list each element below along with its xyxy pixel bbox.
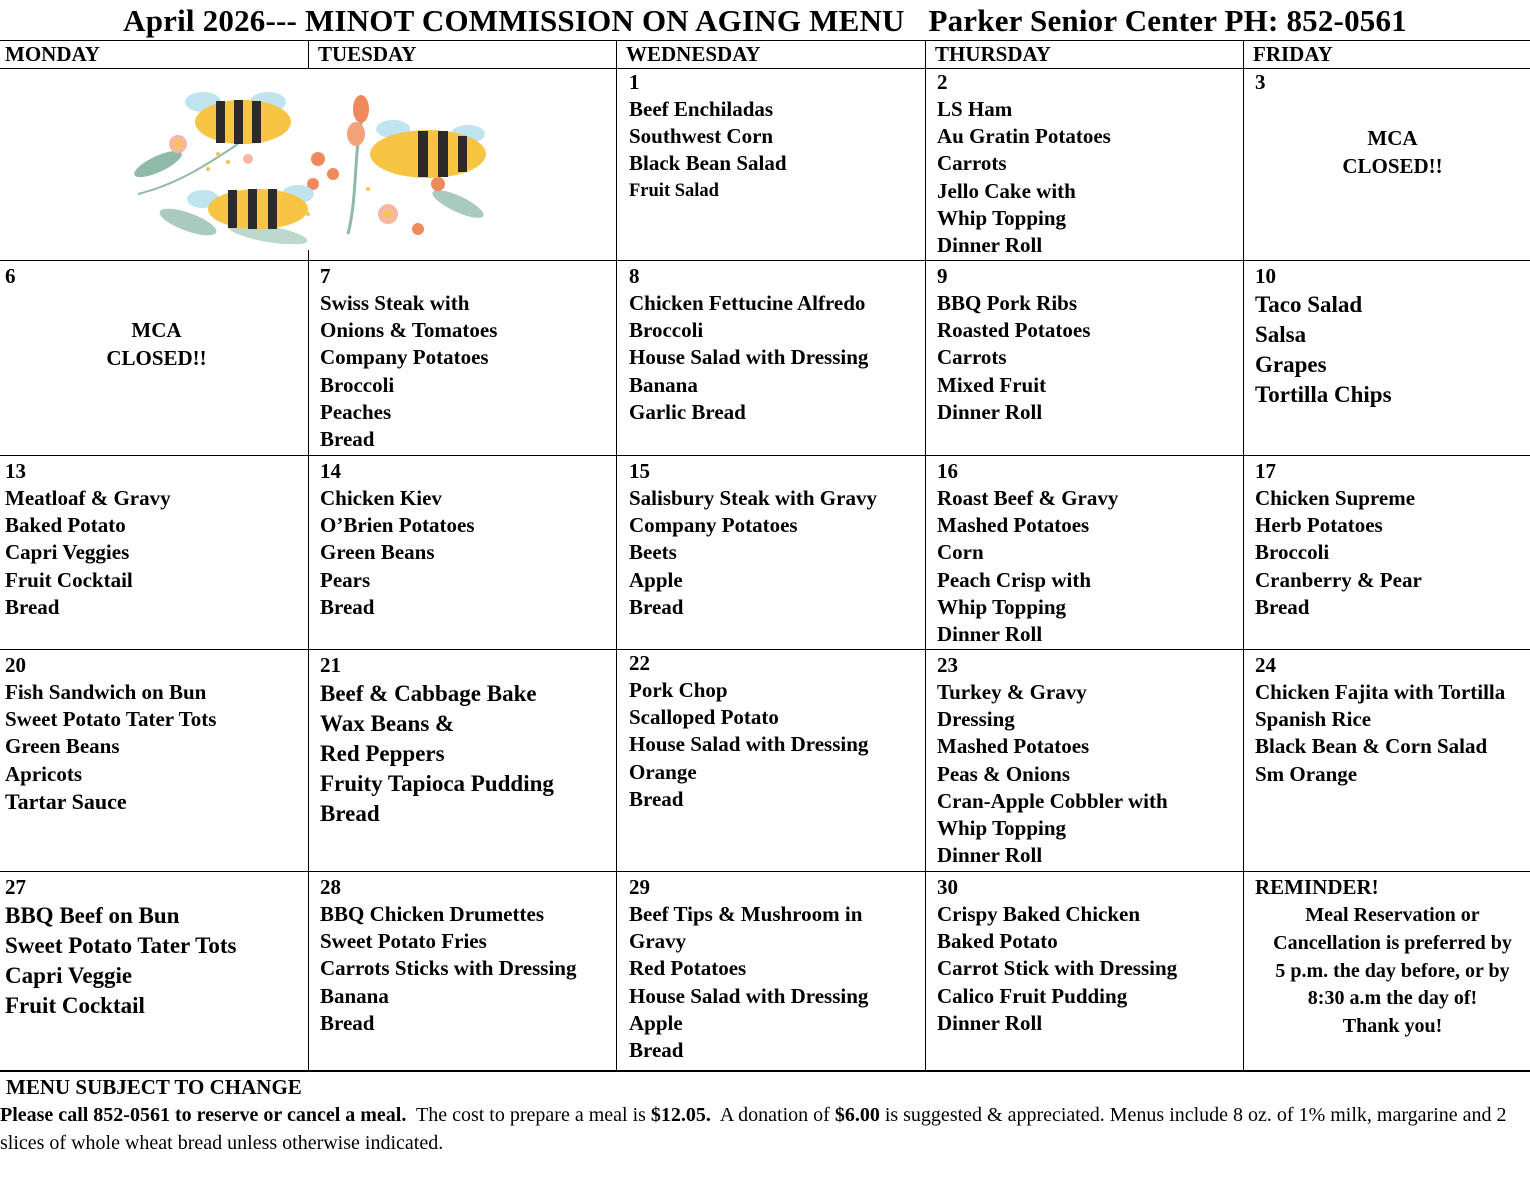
- menu-item: Sweet Potato Tater Tots: [5, 933, 237, 958]
- menu-item: Bread: [320, 427, 375, 452]
- menu-item: Banana: [629, 372, 698, 397]
- header-wednesday: WEDNESDAY: [626, 42, 761, 66]
- day-cell: [932, 872, 1242, 1070]
- footer-paragraph: [0, 1101, 1526, 1157]
- menu-item: Au Gratin Potatoes: [937, 124, 1111, 149]
- menu-item: Dressing: [937, 707, 1015, 732]
- menu-item: Spanish Rice: [1255, 707, 1372, 732]
- menu-item: BBQ Pork Ribs: [937, 291, 1078, 315]
- menu-item: Carrots Sticks with Dressing: [320, 956, 577, 981]
- menu-item: Beef Tips & Mushroom in: [629, 902, 863, 926]
- menu-item: Pears: [320, 567, 371, 592]
- reminder-cell: [1250, 872, 1530, 1070]
- menu-item: Baked Potato: [937, 929, 1058, 954]
- menu-item: Swiss Steak with: [320, 291, 470, 315]
- closed-notice: MCA CLOSED!!: [106, 318, 207, 370]
- page-title: April 2026--- MINOT COMMISSION ON AGING MENU Parker Senior Center PH: 852-0561: [123, 3, 1407, 38]
- header-tuesday: TUESDAY: [318, 42, 417, 66]
- menu-item: Company Potatoes: [629, 513, 798, 538]
- menu-item: Southwest Corn: [629, 124, 774, 149]
- bee-flower-illustration: [118, 84, 508, 244]
- bee-icon: [370, 120, 486, 178]
- day-number: 1: [629, 70, 640, 94]
- day-cell: [0, 872, 308, 1070]
- menu-item: Sweet Potato Fries: [320, 929, 487, 954]
- menu-item: House Salad with Dressing: [629, 983, 869, 1008]
- menu-item: Beef & Cabbage Bake: [320, 681, 537, 706]
- day-number: 28: [320, 875, 341, 899]
- menu-item: Sm Orange: [1255, 761, 1358, 786]
- menu-item: Chicken Kiev: [320, 486, 442, 510]
- menu-item: BBQ Beef on Bun: [5, 903, 180, 928]
- day-number: 23: [937, 653, 958, 677]
- header-thursday: THURSDAY: [935, 42, 1051, 66]
- menu-item: Broccoli: [629, 318, 704, 343]
- menu-note: is suggested & appreciated. Menus include 8 oz. of 1% milk, margarine and 2 slices of whole wheat bread unless otherwise indicated.: [0, 1104, 1507, 1154]
- menu-item: Baked Potato: [5, 513, 126, 538]
- reminder-text: Meal Reservation or Cancellation is preferred by 5 p.m. the day before, or by 8:30 a.m the day of! Thank you!: [1273, 904, 1512, 1038]
- menu-item: Banana: [320, 983, 389, 1008]
- menu-item: Company Potatoes: [320, 345, 489, 370]
- day-number: 9: [937, 264, 948, 288]
- day-cell: [315, 261, 615, 455]
- subject-to-change-notice: MENU SUBJECT TO CHANGE: [6, 1075, 302, 1099]
- day-cell: [315, 650, 615, 871]
- day-cell: [932, 650, 1242, 871]
- day-number: 24: [1255, 653, 1276, 677]
- day-number: 21: [320, 653, 341, 677]
- header-monday: MONDAY: [5, 42, 100, 66]
- header-friday: FRIDAY: [1253, 42, 1333, 66]
- menu-item: Bread: [320, 1010, 375, 1035]
- menu-item: Scalloped Potato: [629, 705, 779, 730]
- menu-item: BBQ Chicken Drumettes: [320, 902, 544, 926]
- menu-item: Roasted Potatoes: [937, 318, 1091, 343]
- menu-item: Orange: [629, 759, 697, 784]
- menu-item: House Salad with Dressing: [629, 345, 869, 370]
- menu-item: Capri Veggies: [5, 540, 130, 565]
- bee-icon: [185, 92, 291, 144]
- menu-item: Black Bean Salad: [629, 151, 787, 176]
- menu-item: LS Ham: [937, 97, 1013, 121]
- day-cell: [315, 872, 615, 1070]
- day-cell: [1250, 650, 1530, 871]
- menu-item: Green Beans: [5, 734, 120, 759]
- call-to-reserve: Please call 852-0561 to reserve or cancel a meal.: [0, 1104, 407, 1126]
- closed-notice: MCA CLOSED!!: [1342, 126, 1443, 178]
- day-cell: [315, 456, 615, 649]
- menu-item: Bread: [1255, 594, 1310, 619]
- day-number: 3: [1255, 70, 1266, 94]
- menu-item: Dinner Roll: [937, 1010, 1043, 1035]
- menu-item: Mixed Fruit: [937, 372, 1047, 397]
- menu-item: Chicken Fajita with Tortilla: [1255, 680, 1506, 704]
- menu-item: Peaches: [320, 399, 392, 424]
- menu-item: O’Brien Potatoes: [320, 513, 475, 538]
- menu-item: House Salad with Dressing: [629, 732, 869, 757]
- menu-item: Fruit Salad: [629, 180, 719, 201]
- menu-item: Calico Fruit Pudding: [937, 983, 1128, 1008]
- menu-item: Whip Topping: [937, 816, 1067, 841]
- day-number: 15: [629, 459, 650, 483]
- menu-item: Gravy: [629, 929, 687, 954]
- footer-notes: [0, 1073, 1530, 1157]
- menu-item: Corn: [937, 540, 984, 565]
- day-number: 10: [1255, 264, 1276, 288]
- menu-item: Roast Beef & Gravy: [937, 486, 1119, 510]
- menu-item: Turkey & Gravy: [937, 680, 1087, 704]
- menu-item: Beets: [629, 540, 677, 565]
- menu-item: Chicken Fettucine Alfredo: [629, 291, 866, 315]
- donation-amount: $6.00: [834, 1104, 880, 1126]
- day-cell: [0, 650, 308, 871]
- day-cell: [0, 261, 308, 455]
- menu-item: Peach Crisp with: [937, 567, 1091, 592]
- day-cell: [1250, 456, 1530, 649]
- day-cell: [624, 456, 924, 649]
- meal-cost: $12.05.: [650, 1104, 711, 1126]
- menu-item: Bread: [5, 594, 60, 619]
- menu-item: Sweet Potato Tater Tots: [5, 707, 217, 732]
- menu-item: Fruity Tapioca Pudding: [320, 771, 554, 796]
- day-cell: [932, 456, 1242, 649]
- menu-item: Carrots: [937, 151, 1007, 176]
- day-cell: [932, 261, 1242, 455]
- menu-item: Carrots: [937, 345, 1007, 370]
- menu-item: Carrot Stick with Dressing: [937, 956, 1178, 981]
- menu-item: Dinner Roll: [937, 843, 1043, 868]
- menu-item: Grapes: [1255, 352, 1327, 377]
- menu-item: Green Beans: [320, 540, 435, 565]
- day-number: 8: [629, 264, 640, 288]
- menu-item: Apricots: [5, 761, 82, 786]
- menu-item: Apple: [629, 1010, 683, 1035]
- menu-item: Peas & Onions: [937, 761, 1071, 786]
- donation-label: A donation of: [719, 1104, 830, 1126]
- menu-item: Crispy Baked Chicken: [937, 902, 1141, 926]
- menu-item: Bread: [320, 801, 380, 826]
- menu-item: Red Potatoes: [629, 956, 747, 981]
- menu-item: Bread: [320, 594, 375, 619]
- menu-calendar: [0, 40, 1530, 1072]
- menu-item: Tortilla Chips: [1255, 382, 1392, 407]
- day-number: 16: [937, 459, 958, 483]
- menu-item: Jello Cake with: [937, 178, 1076, 203]
- day-number: 2: [937, 70, 948, 94]
- menu-item: Cran-Apple Cobbler with: [937, 788, 1168, 813]
- day-cell: [624, 261, 924, 455]
- menu-item: Black Bean & Corn Salad: [1255, 734, 1488, 759]
- menu-item: Wax Beans &: [320, 711, 455, 736]
- menu-item: Chicken Supreme: [1255, 486, 1416, 510]
- menu-item: Bread: [629, 594, 684, 619]
- day-cell: [0, 456, 308, 649]
- menu-item: Whip Topping: [937, 205, 1067, 230]
- day-number: 22: [629, 651, 650, 675]
- menu-item: Broccoli: [1255, 540, 1330, 565]
- menu-item: Fruit Cocktail: [5, 567, 133, 592]
- menu-item: Salisbury Steak with Gravy: [629, 486, 877, 510]
- menu-item: Meatloaf & Gravy: [5, 486, 171, 510]
- menu-item: Salsa: [1255, 322, 1307, 347]
- menu-item: Beef Enchiladas: [629, 97, 774, 121]
- day-cell: [624, 872, 924, 1070]
- menu-item: Garlic Bread: [629, 399, 746, 424]
- day-cell: [932, 69, 1242, 260]
- day-number: 13: [5, 459, 26, 483]
- day-number: 20: [5, 653, 26, 677]
- menu-item: Red Peppers: [320, 741, 445, 766]
- day-cell: [1250, 69, 1530, 260]
- day-number: 14: [320, 459, 341, 483]
- day-cell: [624, 650, 924, 871]
- day-number: 30: [937, 875, 958, 899]
- cost-label: The cost to prepare a meal is: [416, 1104, 646, 1126]
- menu-item: Bread: [629, 786, 684, 811]
- menu-item: Taco Salad: [1255, 292, 1363, 317]
- menu-item: Dinner Roll: [937, 233, 1043, 258]
- menu-item: Tartar Sauce: [5, 788, 127, 814]
- menu-item: Broccoli: [320, 372, 395, 397]
- menu-item: Fish Sandwich on Bun: [5, 680, 207, 704]
- menu-item: Fruit Cocktail: [5, 993, 145, 1018]
- menu-item: Bread: [629, 1038, 684, 1063]
- menu-item: Whip Topping: [937, 594, 1067, 619]
- menu-item: Capri Veggie: [5, 963, 133, 988]
- menu-item: Mashed Potatoes: [937, 734, 1090, 759]
- menu-item: Dinner Roll: [937, 622, 1043, 647]
- day-number: 6: [5, 264, 16, 288]
- menu-item: Pork Chop: [629, 678, 728, 702]
- menu-item: Herb Potatoes: [1255, 513, 1383, 538]
- day-cell: [1250, 261, 1530, 455]
- day-number: 27: [5, 875, 26, 899]
- day-cell: [624, 69, 924, 260]
- day-number: 7: [320, 264, 331, 288]
- menu-item: Onions & Tomatoes: [320, 318, 498, 343]
- menu-item: Apple: [629, 567, 683, 592]
- reminder-heading: REMINDER!: [1255, 875, 1379, 899]
- day-number: 29: [629, 875, 650, 899]
- menu-item: Cranberry & Pear: [1255, 567, 1422, 592]
- menu-item: Dinner Roll: [937, 399, 1043, 424]
- day-number: 17: [1255, 459, 1276, 483]
- menu-item: Mashed Potatoes: [937, 513, 1090, 538]
